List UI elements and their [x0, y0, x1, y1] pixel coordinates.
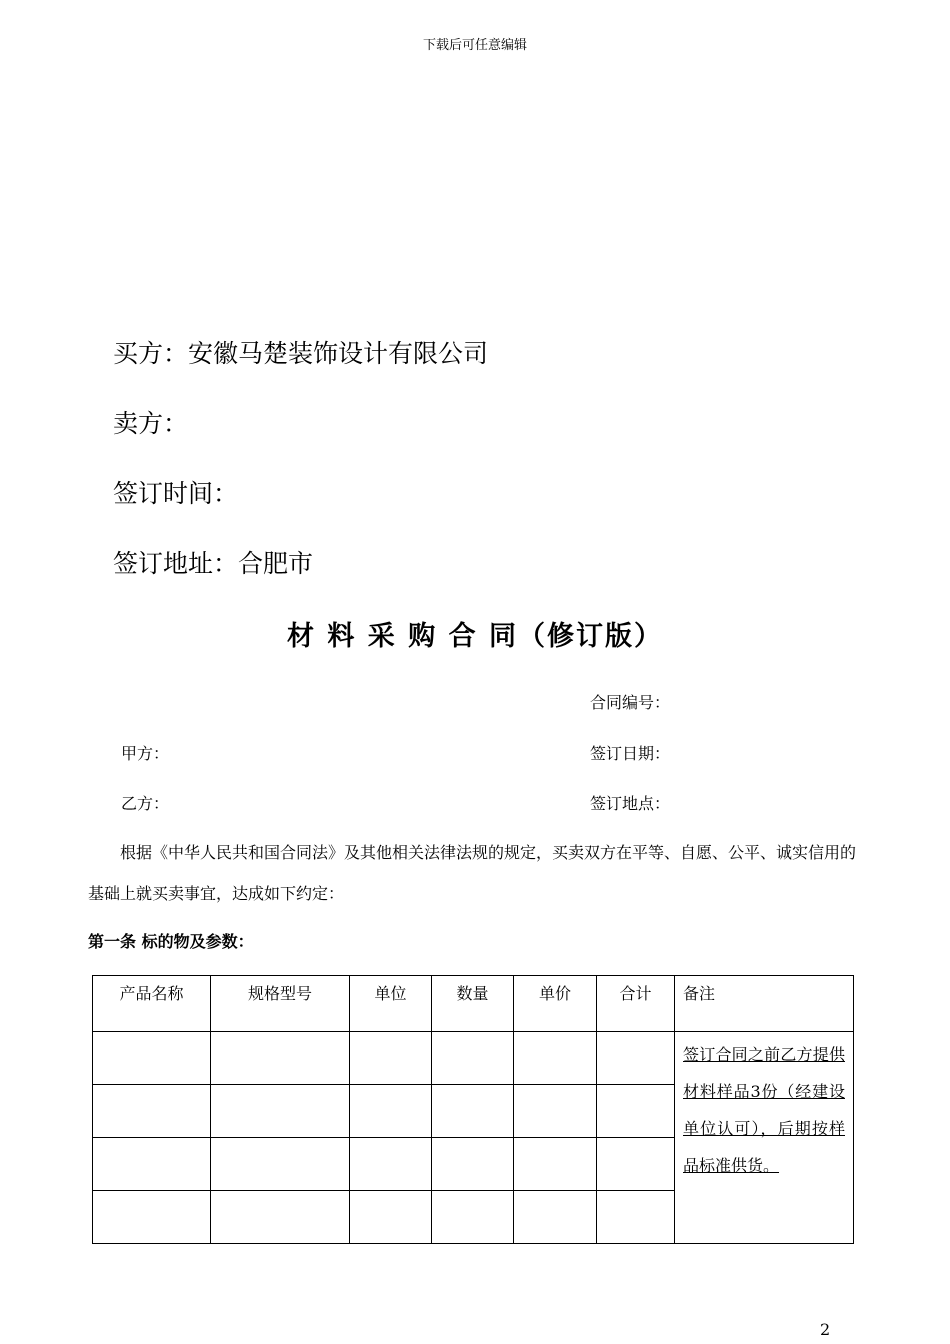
table-cell[interactable] — [211, 1085, 350, 1138]
header-note: 下载后可任意编辑 — [422, 38, 527, 53]
table-cell[interactable] — [597, 1191, 675, 1244]
cover-sign-place: 签订地址：合肥市 — [113, 549, 314, 578]
header-total: 合计 — [597, 976, 675, 1032]
table-cell[interactable] — [350, 1032, 432, 1085]
header-unit: 单位 — [350, 976, 432, 1032]
table-cell[interactable] — [350, 1191, 432, 1244]
header-unit-price: 单价 — [514, 976, 597, 1032]
table-cell[interactable] — [514, 1191, 597, 1244]
spec-table — [92, 975, 854, 1244]
table-cell[interactable] — [597, 1032, 675, 1085]
table-cell[interactable] — [93, 1191, 211, 1244]
remark-cell: 签订合同之前乙方提供材料样品3份（经建设单位认可），后期按样品标准供货。 — [675, 1032, 854, 1244]
table-cell[interactable] — [597, 1085, 675, 1138]
table-cell[interactable] — [432, 1032, 514, 1085]
table-cell[interactable] — [350, 1138, 432, 1191]
table-cell[interactable] — [93, 1138, 211, 1191]
table-cell[interactable] — [432, 1138, 514, 1191]
table-cell[interactable] — [350, 1085, 432, 1138]
table-cell[interactable] — [514, 1032, 597, 1085]
party-b-label: 乙方： — [121, 794, 170, 813]
table-cell[interactable] — [514, 1138, 597, 1191]
cover-buyer: 买方：安徽马楚装饰设计有限公司 — [113, 339, 489, 368]
table-cell[interactable] — [432, 1085, 514, 1138]
cover-sign-time: 签订时间： — [113, 479, 239, 508]
page-number: 2 — [820, 1320, 831, 1339]
header-remark: 备注 — [675, 976, 854, 1032]
table-cell[interactable] — [93, 1032, 211, 1085]
sign-location-label: 签订地点： — [590, 794, 671, 813]
party-a-label: 甲方： — [121, 744, 170, 763]
intro-paragraph: 根据《中华人民共和国合同法》及其他相关法律法规的规定，买卖双方在平等、自愿、公平、诚实信用的基础上就买卖事宜，达成如下约定： — [88, 843, 857, 903]
table-cell[interactable] — [211, 1032, 350, 1085]
contract-number-label: 合同编号： — [590, 693, 671, 712]
sign-date-label: 签订日期： — [590, 744, 671, 763]
header-product-name: 产品名称 — [93, 976, 211, 1032]
cover-seller: 卖方： — [113, 409, 189, 438]
section-1-title: 第一条 标的物及参数： — [88, 932, 254, 951]
table-cell[interactable] — [514, 1085, 597, 1138]
document-title: 材 料 采 购 合 同（修订版） — [287, 621, 663, 652]
table-header-row — [93, 976, 854, 1032]
table-row — [93, 1032, 854, 1085]
table-cell[interactable] — [211, 1138, 350, 1191]
header-quantity: 数量 — [432, 976, 514, 1032]
table-cell[interactable] — [432, 1191, 514, 1244]
header-spec-model: 规格型号 — [211, 976, 350, 1032]
table-cell[interactable] — [597, 1138, 675, 1191]
table-cell[interactable] — [211, 1191, 350, 1244]
table-cell[interactable] — [93, 1085, 211, 1138]
